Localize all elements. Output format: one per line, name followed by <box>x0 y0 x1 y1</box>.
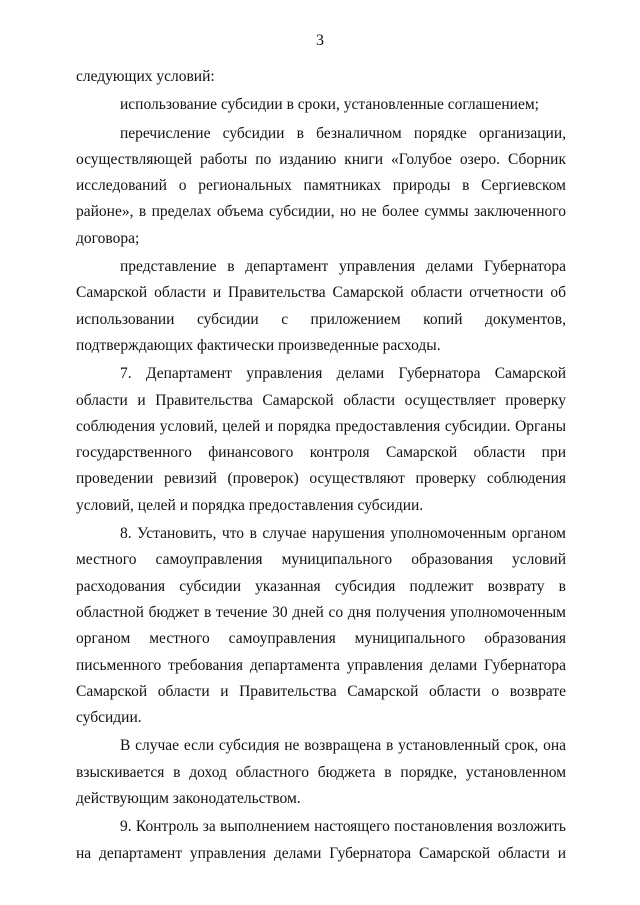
paragraph-conditions-intro: следующих условий: <box>76 68 215 85</box>
paragraph-refund-recovery: В случае если субсидия не возвращена в установленный срок, она взыскивается в доход областного бюджета в порядке, установленном действующим законодательством. <box>76 737 566 808</box>
paragraph-condition-deadline: использование субсидии в сроки, установленные соглашением; <box>120 96 539 114</box>
page-number: 3 <box>316 32 324 49</box>
paragraph-item-7: 7. Департамент управления делами Губернатора Самарской области и Правительства Самарской области осуществляет проверку соблюдения условий, целей и порядка предоставления субсидии. Органы государственного финансового контроля Самарской области при проведении ревизий (проверок) осуществляют проверку соблюдения условий, целей и порядка предоставления субсидии. <box>76 365 566 514</box>
paragraph-condition-transfer: перечисление субсидии в безналичном порядке организации, осуществляющей работы по изданию книги «Голубое озеро. Сборник исследований о региональных памятниках природы в Сергиевском районе», в пределах объема субсидии, но не более суммы заключенного договора; <box>76 124 566 247</box>
paragraph-item-9: 9. Контроль за выполнением настоящего постановления возложить на департамент управления делами Губернатора Самарской области и <box>76 818 566 862</box>
document-body <box>76 64 566 867</box>
paragraph-item-8: 8. Установить, что в случае нарушения уполномоченным органом местного самоуправления муниципального образования условий расходования субсидии указанная субсидия подлежит возврату в областной бюджет в течение 30 дней со дня получения уполномоченным органом местного самоуправления муниципального образования письменного требования департамента управления делами Губернатора Самарской области и Правительства Самарской области о возврате субсидии. <box>76 525 566 727</box>
paragraph-condition-reporting: представление в департамент управления делами Губернатора Самарской области и Правительства Самарской области отчетности об использовании субсидии с приложением копий документов, подтверждающих фактически произведенные расходы. <box>76 258 566 354</box>
